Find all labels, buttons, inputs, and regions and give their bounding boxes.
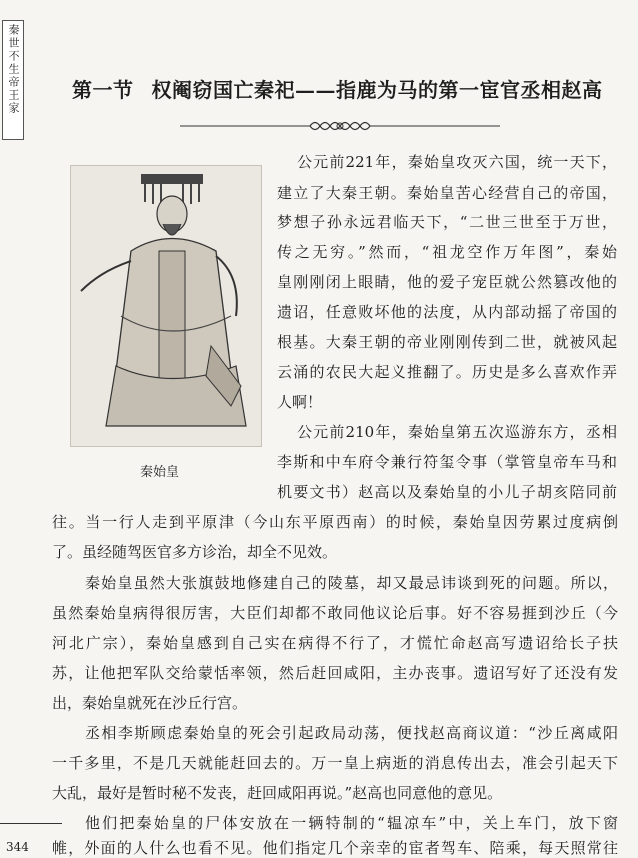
text-line: 公元前221年，秦始皇攻灭六国，统一天下， — [297, 153, 617, 171]
text-line: 公元前210年，秦始皇第五次巡游东方，丞相 — [297, 423, 617, 441]
text-line: 李斯和中车府令兼行符玺令事（掌管皇帝车马和 — [277, 453, 617, 471]
text-line: 梦想子孙永远君临天下，“二世三世至于万世， — [277, 213, 617, 231]
chapter-side-tab — [2, 20, 24, 140]
text-line: 遗诏，任意败坏他的法度，从内部动摇了帝国的 — [277, 303, 617, 321]
footer-rule — [0, 823, 62, 824]
emperor-portrait-drawing — [71, 166, 261, 446]
text-line: 秦始皇虽然大张旗鼓地修建自己的陵墓，却又最忌讳谈到死的问题。所以， — [85, 574, 618, 592]
text-line: 皇刚刚闭上眼睛，他的爱子宠臣就公然篡改他的 — [277, 273, 617, 291]
text-line: 一千多里，不是几天就能赶回去的。万一皇上病逝的消息传出去，准会引起天下 — [52, 754, 618, 772]
text-line: 河北广宗），秦始皇感到自己实在病得不行了，才慌忙命赵高写遗诏给长子扶 — [52, 634, 618, 652]
text-line: 出，秦始皇就死在沙丘行宫。 — [52, 694, 248, 712]
text-line: 大乱，最好是暂时秘不发丧，赶回咸阳再说。”赵高也同意他的意见。 — [52, 784, 503, 802]
text-line: 根基。大秦王朝的帝业刚刚传到二世，就被风起 — [277, 333, 617, 351]
text-line: 机要文书）赵高以及秦始皇的小儿子胡亥陪同前 — [277, 483, 617, 501]
title-ornament — [180, 117, 500, 135]
text-line: 帷，外面的人什么也看不见。他们指定几个亲幸的宦者驾车、陪乘，每天照常往 — [52, 839, 618, 857]
section-number: 第一节 — [72, 78, 134, 102]
text-line: 往。当一行人走到平原津（今山东平原西南）的时候，秦始皇因劳累过度病倒 — [52, 513, 618, 531]
chapter-side-tab-text: 秦世不生帝王家 — [7, 24, 20, 115]
text-line: 人啊！ — [277, 393, 323, 411]
text-line: 苏，让他把军队交给蒙恬率领，然后赶回咸阳，主办丧事。遗诏写好了还没有发 — [52, 664, 618, 682]
text-line: 云涌的农民大起义推翻了。历史是多么喜欢作弄 — [277, 363, 617, 381]
text-line: 了。虽经随驾医官多方诊治，却全不见效。 — [52, 543, 338, 561]
text-line: 传之无穷。”然而，“祖龙空作万年图”，秦始 — [277, 243, 617, 261]
text-line: 建立了大秦王朝。秦始皇苦心经营自己的帝国， — [277, 184, 617, 202]
text-line: 虽然秦始皇病得很厉害，大臣们却都不敢同他议论后事。好不容易捱到沙丘（今 — [52, 604, 618, 622]
text-line: 他们把秦始皇的尸体安放在一辆特制的“辒凉车”中，关上车门，放下窗 — [85, 814, 618, 832]
text-line: 丞相李斯顾虑秦始皇的死会引起政局动荡，便找赵高商议道：“沙丘离咸阳 — [85, 724, 618, 742]
emperor-portrait — [70, 165, 262, 447]
section-heading: 权阉窃国亡秦祀——指鹿为马的第一宦官丞相赵高 — [151, 78, 603, 102]
figure-caption: 秦始皇 — [140, 465, 180, 480]
section-title — [72, 74, 632, 103]
page-number: 344 — [6, 840, 29, 854]
